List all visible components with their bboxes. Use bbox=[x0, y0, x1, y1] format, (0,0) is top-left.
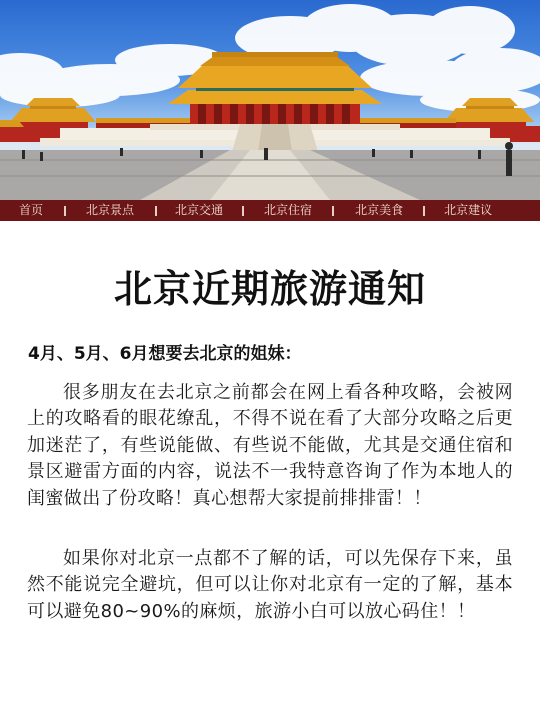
nav-divider bbox=[64, 206, 66, 216]
page-title: 北京近期旅游通知 bbox=[113, 267, 426, 311]
lead-line: 4月、5月、6月想要去北京的姐妹： bbox=[28, 344, 302, 364]
nav-divider bbox=[242, 206, 244, 216]
top-nav bbox=[0, 200, 540, 221]
nav-item-attractions[interactable]: 北京景点 bbox=[86, 203, 135, 217]
nav-item-transport[interactable]: 北京交通 bbox=[175, 203, 224, 217]
courtyard bbox=[0, 150, 540, 200]
nav-item-food[interactable]: 北京美食 bbox=[355, 203, 404, 217]
nav-divider bbox=[332, 206, 334, 216]
article-paragraph-1: 很多朋友在去北京之前都会在网上看各种攻略，会被网上的攻略看的眼花缭乱，不得不说在看了大部分攻略之后更加迷茫了，有些说能做、有些说不能做，尤其是交通住宿和景区避雷方面的内容，说法不一我特意咨询了作为本地人的闺蜜做出了份攻略！真心想帮大家提前排排雷！！ bbox=[27, 382, 513, 509]
marble-terrace bbox=[40, 124, 510, 152]
nav-divider bbox=[155, 206, 157, 216]
forbidden-city-illustration bbox=[0, 0, 540, 200]
nav-item-tips[interactable]: 北京建议 bbox=[444, 203, 493, 217]
hero-image bbox=[0, 0, 540, 200]
article-paragraph-2: 如果你对北京一点都不了解的话，可以先保存下来，虽然不能说完全避坑，但可以让你对北京有一定的了解，基本可以避免80~90%的麻烦，旅游小白可以放心码住！！ bbox=[27, 548, 513, 622]
nav-item-lodging[interactable]: 北京住宿 bbox=[264, 203, 313, 217]
nav-item-home[interactable]: 首页 bbox=[19, 203, 44, 217]
nav-divider bbox=[423, 206, 425, 216]
